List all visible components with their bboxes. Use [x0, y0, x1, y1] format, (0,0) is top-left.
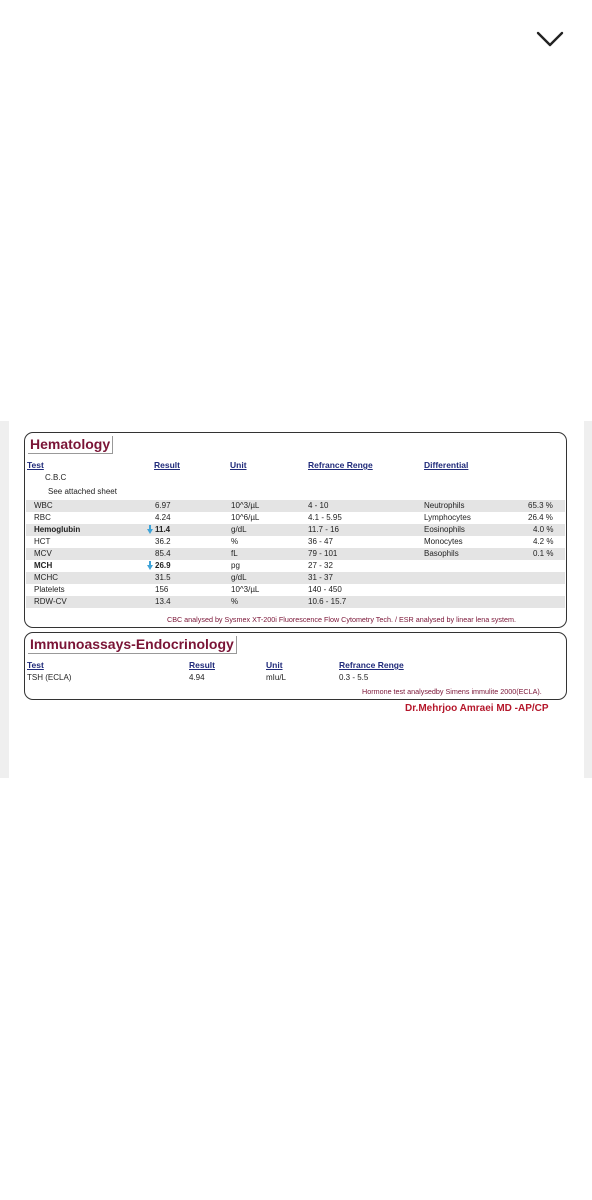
- chevron-down-icon[interactable]: [534, 28, 566, 50]
- header-unit: Unit: [266, 660, 283, 670]
- header-test: Test: [27, 660, 44, 670]
- lab-report-image: [0, 421, 592, 778]
- section-title: Immunoassays-Endocrinology: [28, 636, 237, 654]
- table-row: Platelets 156 10^3/µL 140 - 450: [34, 585, 342, 594]
- header-differential: Differential: [424, 460, 469, 470]
- immuno-footnote: Hormone test analysedby Simens immulite 2000(ECLA).: [362, 687, 542, 696]
- table-row: RDW-CV 13.4 % 10.6 - 15.7: [26, 596, 565, 608]
- table-row: WBC 6.97 10^3/µL 4 - 10 Neutrophils 65.3 %: [26, 500, 565, 512]
- hematology-footnote: CBC analysed by Sysmex XT-200i Fluorescence Flow Cytometry Tech. / ESR analysed by linear lena system.: [167, 615, 517, 624]
- table-row: Hemoglubin 11.4 g/dL 11.7 - 16 Eosinophils 4.0 %: [26, 524, 565, 536]
- header-result: Result: [154, 460, 180, 470]
- lab-report-paper: [9, 421, 584, 778]
- table-row: RBC 4.24 10^6/µL 4.1 - 5.95 Lymphocytes 26.4 %: [34, 513, 553, 522]
- section-title: Hematology: [28, 436, 113, 454]
- header-unit: Unit: [230, 460, 247, 470]
- table-row: MCHC 31.5 g/dL 31 - 37: [26, 572, 565, 584]
- arrow-down-icon: [147, 529, 153, 534]
- arrow-down-icon: [147, 565, 153, 570]
- doctor-signature: Dr.Mehrjoo Amraei MD -AP/CP: [405, 703, 549, 714]
- table-row: HCT 36.2 % 36 - 47 Monocytes 4.2 %: [34, 537, 554, 546]
- header-result: Result: [189, 660, 215, 670]
- tsh-range: 0.3 - 5.5: [339, 673, 369, 682]
- table-row: MCH 26.9 pg 27 - 32: [34, 561, 333, 570]
- tsh-unit: mIu/L: [266, 673, 287, 682]
- tsh-result: 4.94: [189, 673, 205, 682]
- header-test: Test: [27, 460, 44, 470]
- immunoassay-section: [24, 632, 567, 700]
- header-range: Refrance Renge: [339, 660, 404, 670]
- cbc-label: C.B.C: [45, 473, 67, 482]
- tsh-test: TSH (ECLA): [27, 673, 72, 682]
- header-range: Refrance Renge: [308, 460, 373, 470]
- sheet-note: See attached sheet: [48, 487, 117, 496]
- table-row: MCV 85.4 fL 79 - 101 Basophils 0.1 %: [26, 548, 565, 560]
- hematology-section: [24, 432, 567, 628]
